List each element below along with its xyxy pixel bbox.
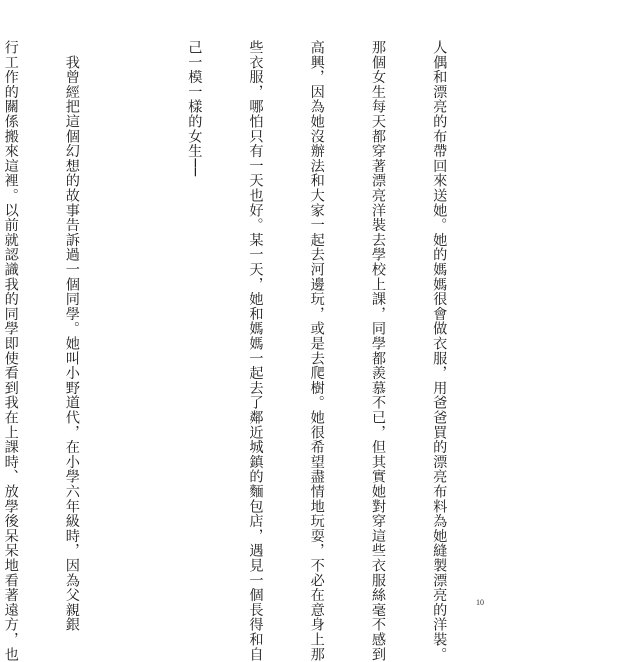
paragraph-gap bbox=[123, 40, 143, 595]
text-line: 行工作的關係搬來這裡。以前就認識我的同學即使看到我在上課時、放學後呆呆地看著遠方，也 bbox=[2, 40, 19, 662]
text-line: 我曾經把這個幻想的故事告訴過一個同學。她叫小野道代，在小學六年級時，因為父親銀 bbox=[63, 40, 80, 632]
text-line: 人偶和漂亮的布帶回來送她。她的媽媽很會做衣服，用爸爸買的漂亮布料為她縫製漂亮的洋裝。 bbox=[431, 40, 448, 662]
text-line: 那個女生每天都穿著漂亮洋裝去學校上課，同學都羨慕不已，但其實她對穿這些衣服絲毫不感到 bbox=[369, 40, 386, 662]
page-number: 10 bbox=[476, 598, 484, 607]
text-line: 高興，因為她沒辦法和大家一起去河邊玩，或是去爬樹。她很希望盡情地玩耍，不必在意身上那 bbox=[308, 40, 325, 662]
text-line: 己一模一樣的女生── bbox=[186, 40, 203, 177]
text-line: 些衣服，哪怕只有一天也好。某一天，她和媽媽一起去了鄰近城鎮的麵包店，遇見一個長得和自 bbox=[247, 40, 264, 662]
